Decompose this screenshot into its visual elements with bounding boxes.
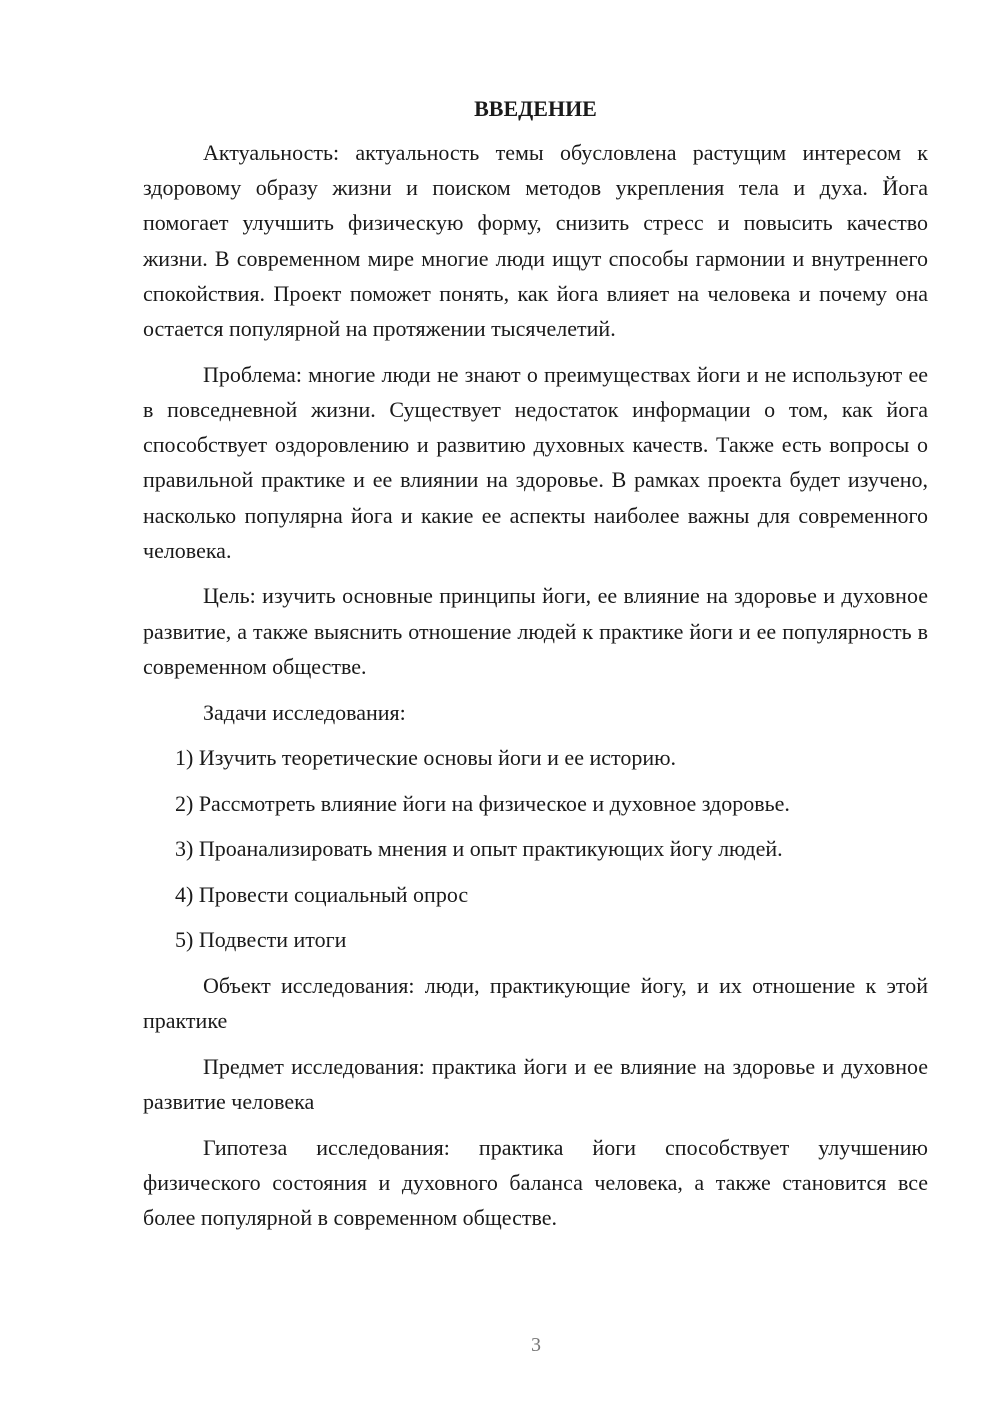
page-title: ВВЕДЕНИЕ (474, 96, 597, 121)
paragraph-relevance: Актуальность: актуальность темы обусловлена растущим интересом к здоровому образу жизни и поиском методов укрепления тела и духа. Йога помогает улучшить физическую форму, снизить стресс и повысить качество жизни. В современном мире многие люди ищут способы гармонии и внутреннего спокойствия. Проект поможет понять, как йога влияет на человека и почему она остается популярной на протяжении тысячелетий. (143, 140, 928, 342)
paragraph-goal: Цель: изучить основные принципы йоги, ее влияние на здоровье и духовное развитие, а также выяснить отношение людей к практике йоги и ее популярность в современном обществе. (143, 583, 928, 679)
task-item: 1) Изучить теоретические основы йоги и ее историю. (175, 745, 677, 771)
task-item: 2) Рассмотреть влияние йоги на физическое и духовное здоровье. (175, 790, 790, 816)
paragraph-hypothesis: Гипотеза исследования: практика йоги способствует улучшению физического состояния и духовного баланса человека, а также становится все более популярной в современном обществе. (143, 1134, 928, 1230)
page-content (143, 97, 928, 1246)
task-item: 4) Провести социальный опрос (175, 881, 469, 907)
task-item: 3) Проанализировать мнения и опыт практикующих йогу людей. (175, 836, 783, 862)
paragraph-object: Объект исследования: люди, практикующие йогу, и их отношение к этой практике (143, 972, 928, 1033)
paragraph-problem: Проблема: многие люди не знают о преимуществах йоги и не используют ее в повседневной жизни. Существует недостаток информации о том, как йога способствует оздоровлению и развитию духовных качеств. Также есть вопросы о правильной практике и ее влиянии на здоровье. В рамках проекта будет изучено, насколько популярна йога и какие ее аспекты наиболее важны для современного человека. (143, 361, 928, 563)
paragraph-subject: Предмет исследования: практика йоги и ее влияние на здоровье и духовное развитие человека (143, 1053, 928, 1114)
task-item: 5) Подвести итоги (175, 927, 347, 953)
page-number: 3 (531, 1334, 541, 1356)
paragraph-tasks-heading: Задачи исследования: (203, 699, 406, 725)
